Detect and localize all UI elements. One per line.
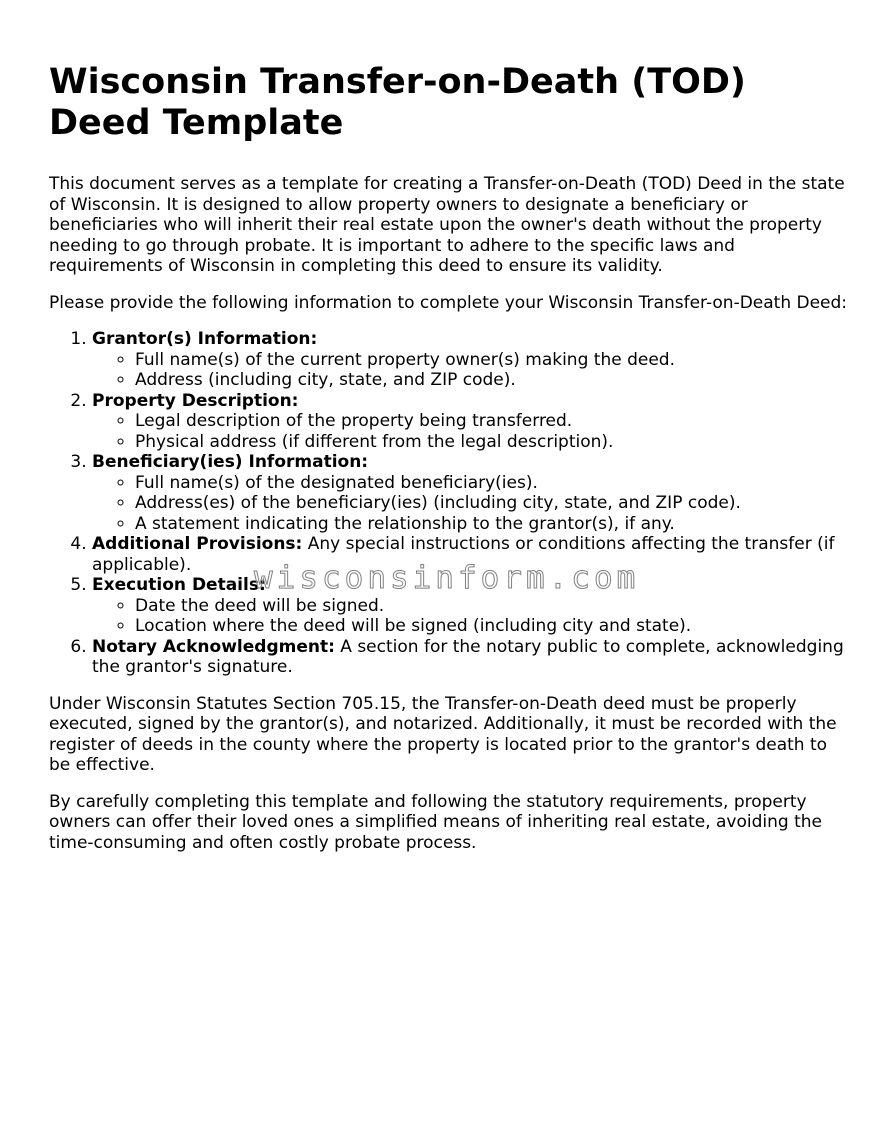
section-notary bbox=[92, 637, 849, 678]
detail-item: ◦ Address(es) of the beneficiary(ies) (including city, state, and ZIP code). bbox=[135, 493, 849, 514]
section-execution bbox=[92, 575, 849, 637]
detail-item: ◦ Legal description of the property being transferred. bbox=[135, 411, 849, 432]
section-property bbox=[92, 391, 849, 453]
section-heading: Property Description: bbox=[92, 390, 299, 411]
watermark: wisconsinform.com bbox=[254, 560, 640, 596]
section-details bbox=[92, 350, 849, 391]
detail-item: ◦ Full name(s) of the designated beneficiary(ies). bbox=[135, 473, 849, 494]
instructions-paragraph: Please provide the following information to complete your Wisconsin Transfer-on-Death Deed: bbox=[49, 292, 848, 313]
detail-item: ◦ A statement indicating the relationship to the grantor(s), if any. bbox=[135, 514, 849, 535]
section-additional-provisions bbox=[92, 534, 849, 575]
section-heading: Grantor(s) Information: bbox=[92, 329, 318, 349]
section-text: Any special instructions or conditions affecting the transfer (if applicable). bbox=[92, 534, 835, 575]
section-text: A section for the notary public to complete, acknowledging the grantor's signature. bbox=[92, 636, 844, 677]
section-heading: Notary Acknowledgment: bbox=[92, 636, 335, 657]
document-page bbox=[49, 62, 849, 869]
detail-item: ◦ Physical address (if different from the legal description). bbox=[135, 432, 849, 453]
detail-item: ◦ Date the deed will be signed. bbox=[135, 596, 849, 617]
section-details bbox=[92, 473, 849, 535]
intro-paragraph: This document serves as a template for creating a Transfer-on-Death (TOD) Deed in the state of Wisconsin. It is designed to allow property owners to designate a beneficiary or beneficiaries who will inherit their real estate upon the owner's death without the property needing to go through probate. It is important to adhere to the specific laws and requirements of Wisconsin in completing this deed to ensure its validity. bbox=[49, 174, 845, 276]
statute-paragraph: Under Wisconsin Statutes Section 705.15, the Transfer-on-Death deed must be properly executed, signed by the grantor(s), and notarized. Additionally, it must be recorded with the register of deeds in the county where the property is located prior to the grantor's death to be effective. bbox=[49, 693, 837, 775]
section-details bbox=[92, 411, 849, 452]
section-heading: Execution Details: bbox=[92, 575, 266, 595]
sections-list bbox=[49, 329, 849, 678]
section-grantor bbox=[92, 329, 849, 391]
section-beneficiary bbox=[92, 452, 849, 534]
page-title: Wisconsin Transfer-on-Death (TOD) Deed Template bbox=[49, 62, 746, 143]
section-details bbox=[92, 596, 849, 637]
detail-item: ◦ Location where the deed will be signed (including city and state). bbox=[135, 616, 849, 637]
detail-item: ◦ Full name(s) of the current property owner(s) making the deed. bbox=[135, 350, 849, 371]
section-heading: Additional Provisions: bbox=[92, 534, 303, 554]
section-heading: Beneficiary(ies) Information: bbox=[92, 452, 369, 472]
closing-paragraph: By carefully completing this template and following the statutory requirements, property owners can offer their loved ones a simplified means of inheriting real estate, avoiding the time-consuming and often costly probate process. bbox=[49, 791, 823, 853]
detail-item: ◦ Address (including city, state, and ZIP code). bbox=[135, 370, 849, 391]
